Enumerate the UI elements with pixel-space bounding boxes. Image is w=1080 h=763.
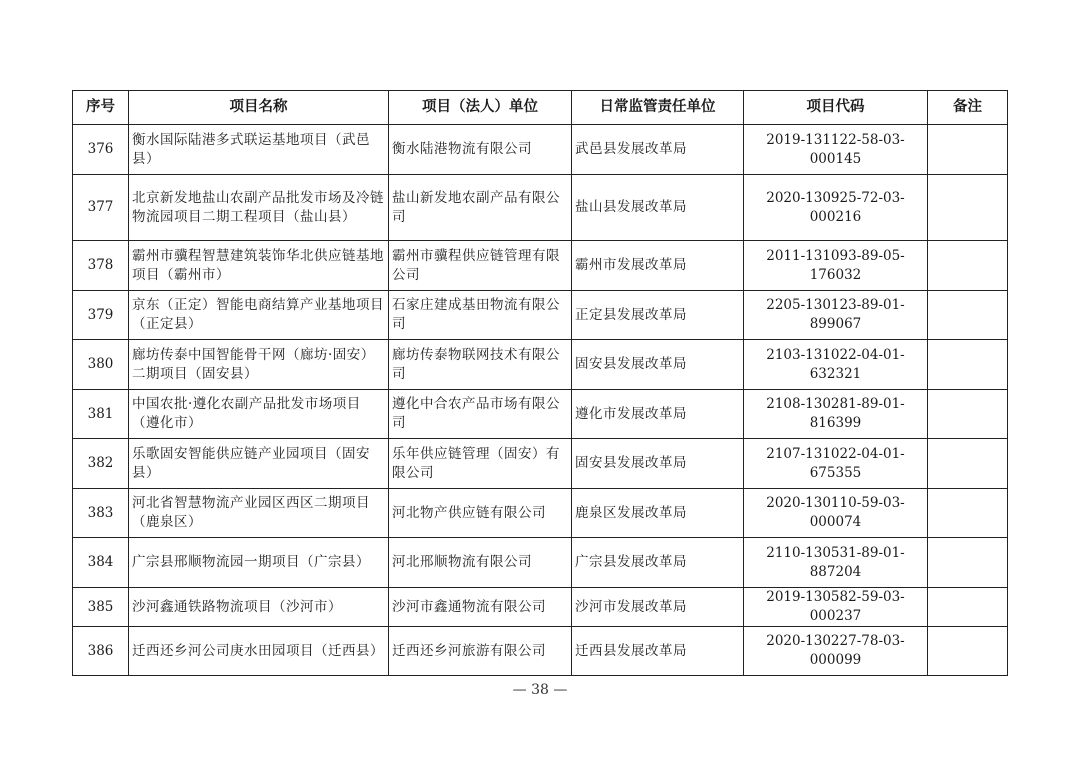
cell-project-name: 沙河鑫通铁路物流项目（沙河市） <box>129 588 389 627</box>
cell-supervisor: 迁西县发展改革局 <box>572 627 744 676</box>
cell-serial: 381 <box>73 390 129 439</box>
cell-legal-unit: 沙河市鑫通物流有限公司 <box>389 588 572 627</box>
cell-supervisor: 霸州市发展改革局 <box>572 241 744 291</box>
table-row <box>73 241 1008 291</box>
cell-legal-unit: 石家庄建成基田物流有限公司 <box>389 291 572 340</box>
cell-serial: 383 <box>73 489 129 538</box>
table-row <box>73 390 1008 439</box>
table-row <box>73 538 1008 588</box>
cell-supervisor: 沙河市发展改革局 <box>572 588 744 627</box>
cell-project-code: 2019-130582-59-03-000237 <box>744 588 928 627</box>
header-note: 备注 <box>928 91 1008 125</box>
table-row <box>73 588 1008 627</box>
table-row <box>73 627 1008 676</box>
cell-project-name: 河北省智慧物流产业园区西区二期项目（鹿泉区） <box>129 489 389 538</box>
cell-project-code: 2205-130123-89-01-899067 <box>744 291 928 340</box>
header-serial: 序号 <box>73 91 129 125</box>
cell-project-name: 廊坊传泰中国智能骨干网（廊坊·固安）二期项目（固安县） <box>129 340 389 390</box>
cell-project-name: 京东（正定）智能电商结算产业基地项目（正定县） <box>129 291 389 340</box>
cell-project-code: 2020-130925-72-03-000216 <box>744 175 928 241</box>
cell-project-code: 2103-131022-04-01-632321 <box>744 340 928 390</box>
cell-supervisor: 遵化市发展改革局 <box>572 390 744 439</box>
cell-note <box>928 125 1008 175</box>
cell-serial: 384 <box>73 538 129 588</box>
table-row <box>73 489 1008 538</box>
cell-project-code: 2011-131093-89-05-176032 <box>744 241 928 291</box>
cell-project-code: 2019-131122-58-03-000145 <box>744 125 928 175</box>
cell-legal-unit: 霸州市骥程供应链管理有限公司 <box>389 241 572 291</box>
cell-project-name: 中国农批·遵化农副产品批发市场项目（遵化市） <box>129 390 389 439</box>
cell-project-code: 2020-130227-78-03-000099 <box>744 627 928 676</box>
cell-legal-unit: 廊坊传泰物联网技术有限公司 <box>389 340 572 390</box>
cell-project-name: 北京新发地盐山农副产品批发市场及冷链物流园项目二期工程项目（盐山县） <box>129 175 389 241</box>
cell-legal-unit: 迁西还乡河旅游有限公司 <box>389 627 572 676</box>
cell-project-code: 2108-130281-89-01-816399 <box>744 390 928 439</box>
cell-project-code: 2107-131022-04-01-675355 <box>744 439 928 489</box>
table-row <box>73 340 1008 390</box>
page-number: — 38 — <box>512 682 568 698</box>
cell-note <box>928 627 1008 676</box>
cell-legal-unit: 遵化中合农产品市场有限公司 <box>389 390 572 439</box>
cell-note <box>928 390 1008 439</box>
cell-project-name: 霸州市骥程智慧建筑装饰华北供应链基地项目（霸州市） <box>129 241 389 291</box>
cell-project-name: 迁西还乡河公司庚水田园项目（迁西县） <box>129 627 389 676</box>
table-row <box>73 175 1008 241</box>
cell-legal-unit: 河北邢顺物流有限公司 <box>389 538 572 588</box>
header-legal-unit: 项目（法人）单位 <box>389 91 572 125</box>
table-row <box>73 291 1008 340</box>
cell-supervisor: 广宗县发展改革局 <box>572 538 744 588</box>
cell-note <box>928 588 1008 627</box>
cell-project-name: 乐歌固安智能供应链产业园项目（固安县） <box>129 439 389 489</box>
cell-project-name: 衡水国际陆港多式联运基地项目（武邑县） <box>129 125 389 175</box>
cell-legal-unit: 乐年供应链管理（固安）有限公司 <box>389 439 572 489</box>
cell-supervisor: 正定县发展改革局 <box>572 291 744 340</box>
cell-serial: 386 <box>73 627 129 676</box>
cell-serial: 380 <box>73 340 129 390</box>
cell-supervisor: 武邑县发展改革局 <box>572 125 744 175</box>
cell-project-code: 2110-130531-89-01-887204 <box>744 538 928 588</box>
cell-project-code: 2020-130110-59-03-000074 <box>744 489 928 538</box>
cell-serial: 382 <box>73 439 129 489</box>
cell-legal-unit: 河北物产供应链有限公司 <box>389 489 572 538</box>
cell-supervisor: 固安县发展改革局 <box>572 340 744 390</box>
header-project-code: 项目代码 <box>744 91 928 125</box>
table-row <box>73 125 1008 175</box>
cell-note <box>928 489 1008 538</box>
cell-note <box>928 538 1008 588</box>
header-supervisor: 日常监管责任单位 <box>572 91 744 125</box>
cell-legal-unit: 盐山新发地农副产品有限公司 <box>389 175 572 241</box>
cell-serial: 385 <box>73 588 129 627</box>
cell-serial: 378 <box>73 241 129 291</box>
header-project-name: 项目名称 <box>129 91 389 125</box>
cell-note <box>928 241 1008 291</box>
cell-note <box>928 340 1008 390</box>
cell-serial: 379 <box>73 291 129 340</box>
cell-note <box>928 291 1008 340</box>
cell-supervisor: 鹿泉区发展改革局 <box>572 489 744 538</box>
cell-note <box>928 439 1008 489</box>
project-table <box>72 90 1008 676</box>
cell-project-name: 广宗县邢顺物流园一期项目（广宗县） <box>129 538 389 588</box>
cell-supervisor: 固安县发展改革局 <box>572 439 744 489</box>
cell-supervisor: 盐山县发展改革局 <box>572 175 744 241</box>
cell-note <box>928 175 1008 241</box>
cell-serial: 376 <box>73 125 129 175</box>
table-row <box>73 439 1008 489</box>
cell-serial: 377 <box>73 175 129 241</box>
cell-legal-unit: 衡水陆港物流有限公司 <box>389 125 572 175</box>
header-row <box>73 91 1008 125</box>
